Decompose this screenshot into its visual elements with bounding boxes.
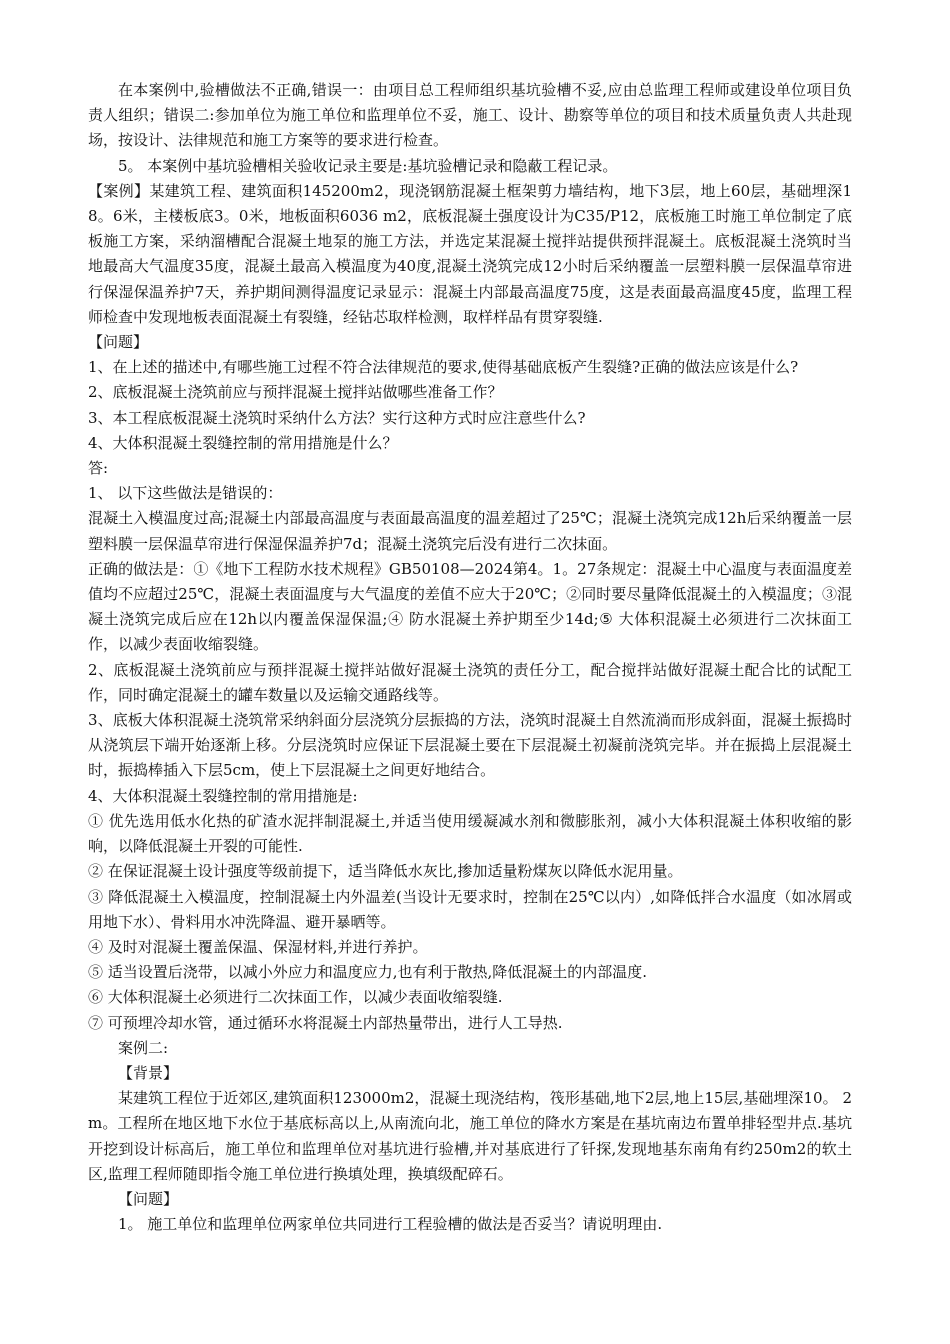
document-body — [88, 78, 852, 1237]
paragraph: 4、大体积混凝土裂缝控制的常用措施是: — [88, 786, 358, 805]
paragraph: 2、底板混凝土浇筑前应与预拌混凝土搅拌站做好混凝土浇筑的责任分工，配合搅拌站做好混凝土配合比的试配工作，同时确定混凝土的罐车数量以及运输交通路线等。 — [88, 660, 852, 704]
paragraph: 答: — [88, 459, 109, 478]
paragraph: 3、底板大体积混凝土浇筑常采纳斜面分层浇筑分层振捣的方法，浇筑时混凝土自然流淌而形成斜面，混凝土振捣时从浇筑层下端开始逐渐上移。分层浇筑时应保证下层混凝土要在下层混凝土初凝前浇筑完毕。并在振捣上层混凝土时，振捣棒插入下层5cm，使上下层混凝土之间更好地结合。 — [88, 711, 852, 780]
paragraph: 1、 以下这些做法是错误的： — [88, 484, 283, 503]
paragraph: 正确的做法是：①《地下工程防水技术规程》GB50108—2024第4。1。27条规定：混凝土中心温度与表面温度差值均不应超过25℃，混凝土表面温度与大气温度的差值不应大于20℃；②同时要尽量降低混凝土的入模温度；③混凝土浇筑完成后应在12h以内覆盖保湿保温;④ 防水混凝土养护期至少14d;⑤ 大体积混凝土必须进行二次抹面工作，以减少表面收缩裂缝。 — [88, 559, 852, 654]
paragraph: ① 优先选用低水化热的矿渣水泥拌制混凝土,并适当使用缓凝减水剂和微膨胀剂，减小大体积混凝土体积收缩的影响，以降低混凝土开裂的可能性. — [88, 811, 852, 856]
paragraph: 2、底板混凝土浇筑前应与预拌混凝土搅拌站做哪些准备工作？ — [88, 383, 503, 402]
paragraph: 【案例】某建筑工程、建筑面积145200m2，现浇钢筋混凝土框架剪力墙结构，地下3层，地上60层，基础埋深18。6米，主楼板底3。0米，地板面积6036 m2，底板混凝土强度设计为C35/P12，底板施工时施工单位制定了底板施工方案，采纳溜槽配合混凝土地泵的施工方法，并选定某混凝土搅拌站提供预拌混凝土。底板混凝土浇筑时当地最高大气温度35度，混凝土最高入模温度为40度,混凝土浇筑完成12小时后采纳覆盖一层塑料膜一层保温草帘进行保湿保温养护7天，养护期间测得温度记录显示：混凝土内部最高温度75度，这是表面最高温度45度，监理工程师检查中发现地板表面混凝土有裂缝，经钻芯取样检测，取样样品有贯穿裂缝. — [88, 181, 852, 326]
paragraph: 3、本工程底板混凝土浇筑时采纳什么方法？实行这种方式时应注意些什么? — [88, 408, 586, 427]
paragraph: 4、大体积混凝土裂缝控制的常用措施是什么？ — [88, 433, 398, 452]
paragraph: 1。 施工单位和监理单位两家单位共同进行工程验槽的做法是否妥当？请说明理由. — [118, 1215, 663, 1234]
paragraph: ④ 及时对混凝土覆盖保温、保湿材料,并进行养护。 — [88, 937, 428, 956]
paragraph: ② 在保证混凝土设计强度等级前提下，适当降低水灰比,掺加适量粉煤灰以降低水泥用量。 — [88, 862, 683, 881]
paragraph: 【背景】 — [118, 1063, 179, 1082]
paragraph: 混凝土入模温度过高;混凝土内部最高温度与表面最高温度的温差超过了25℃；混凝土浇筑完成12h后采纳覆盖一层塑料膜一层保温草帘进行保湿保温养护7d；混凝土浇筑完后没有进行二次抹面。 — [88, 509, 852, 553]
paragraph: 5。 本案例中基坑验槽相关验收记录主要是:基坑验槽记录和隐蔽工程记录。 — [118, 156, 618, 175]
paragraph: 在本案例中,验槽做法不正确,错误一：由项目总工程师组织基坑验槽不妥,应由总监理工程师或建设单位项目负责人组织；错误二:参加单位为施工单位和监理单位不妥，施工、设计、勘察等单位的项目和技术质量负责人共赴现场，按设计、法律规范和施工方案等的要求进行检查。 — [88, 81, 852, 150]
paragraph: ⑥ 大体积混凝土必须进行二次抹面工作，以减少表面收缩裂缝. — [88, 988, 503, 1007]
paragraph: 某建筑工程位于近郊区,建筑面积123000m2，混凝土现浇结构，筏形基础,地下2层,地上15层,基础埋深10。 2m。工程所在地区地下水位于基底标高以上,从南流向北，施工单位的降水方案是在基坑南边布置单排轻型井点.基坑开挖到设计标高后，施工单位和监理单位对基坑进行验槽,并对基底进行了钎探,发现地基东南角有约250m2的软土区,监理工程师随即指令施工单位进行换填处理，换填级配碎石。 — [88, 1089, 852, 1183]
paragraph: 1、在上述的描述中,有哪些施工过程不符合法律规范的要求,使得基础底板产生裂缝?正确的做法应该是什么? — [88, 358, 799, 377]
paragraph: 【问题】 — [88, 333, 149, 352]
paragraph: 【问题】 — [118, 1189, 179, 1208]
paragraph: ⑦ 可预埋冷却水管，通过循环水将混凝土内部热量带出，进行人工导热. — [88, 1013, 563, 1032]
paragraph: ⑤ 适当设置后浇带，以减小外应力和温度应力,也有利于散热,降低混凝土的内部温度. — [88, 963, 648, 982]
paragraph: ③ 降低混凝土入模温度，控制混凝土内外温差(当设计无要求时，控制在25℃以内）,如降低拌合水温度（如冰屑或用地下水）、骨料用水冲洗降温、避开暴晒等。 — [88, 887, 852, 931]
paragraph: 案例二: — [118, 1038, 169, 1057]
